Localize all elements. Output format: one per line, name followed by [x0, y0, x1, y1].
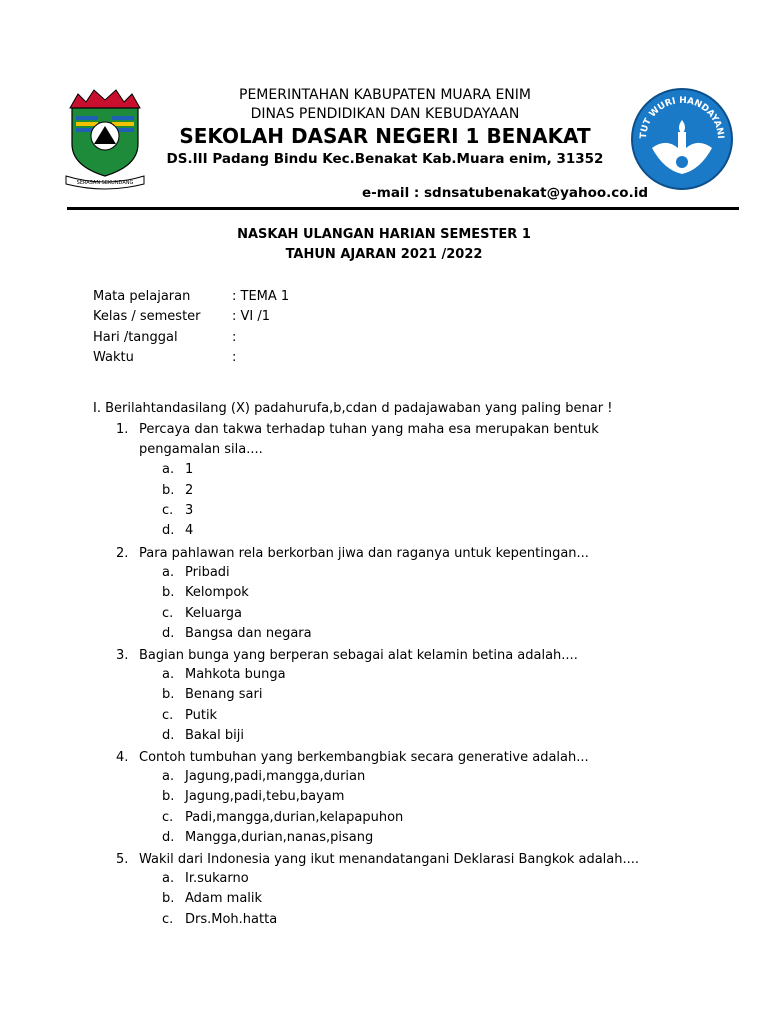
option-item	[162, 483, 193, 498]
info-label: Hari /tanggal	[93, 330, 178, 345]
option-item	[162, 810, 403, 825]
question-number: 5.	[116, 852, 129, 867]
option-letter: d.	[162, 523, 175, 538]
option-item	[162, 728, 244, 743]
option-letter: c.	[162, 810, 174, 825]
option-text: Padi,mangga,durian,kelapapuhon	[185, 810, 404, 825]
government-name: PEMERINTAHAN KABUPATEN MUARA ENIM	[239, 87, 531, 103]
exam-title: NASKAH ULANGAN HARIAN SEMESTER 1	[237, 227, 531, 242]
question-item	[116, 850, 676, 870]
question-text: Para pahlawan rela berkorban jiwa dan raganya untuk kepentingan...	[139, 546, 589, 561]
option-item	[162, 708, 217, 723]
option-text: 2	[185, 483, 194, 498]
academic-year: TAHUN AJARAN 2021 /2022	[285, 247, 483, 262]
option-item	[162, 606, 242, 621]
crest-ribbon-text: SERASAN SEKUNDANG	[76, 180, 134, 186]
info-value: :	[232, 350, 237, 365]
option-letter: a.	[162, 565, 175, 580]
option-text: Benang sari	[185, 687, 263, 702]
option-text: 4	[185, 523, 194, 538]
option-item	[162, 789, 344, 804]
option-letter: c.	[162, 503, 174, 518]
tut-wuri-handayani-logo	[628, 86, 736, 192]
option-text: Mahkota bunga	[185, 667, 286, 682]
option-item	[162, 462, 193, 477]
option-letter: a.	[162, 769, 175, 784]
option-letter: b.	[162, 687, 175, 702]
option-text: 3	[185, 503, 194, 518]
option-item	[162, 891, 262, 906]
option-letter: a.	[162, 871, 175, 886]
question-number: 3.	[116, 648, 129, 663]
school-address: DS.III Padang Bindu Kec.Benakat Kab.Muara enim, 31352	[166, 151, 604, 167]
option-letter: d.	[162, 728, 175, 743]
option-item	[162, 687, 262, 702]
option-item	[162, 523, 193, 538]
option-text: Jagung,padi,mangga,durian	[185, 769, 366, 784]
option-letter: c.	[162, 708, 174, 723]
option-item	[162, 626, 312, 641]
school-name: SEKOLAH DASAR NEGERI 1 BENAKAT	[179, 124, 591, 148]
option-letter: b.	[162, 789, 175, 804]
option-text: Putik	[185, 708, 218, 723]
info-value: :	[232, 330, 237, 345]
logo-motto-text: TUT WURI HANDAYANI	[638, 95, 726, 140]
info-label: Mata pelajaran	[93, 289, 191, 304]
option-text: Keluarga	[185, 606, 243, 621]
muara-enim-crest-logo	[64, 86, 146, 192]
option-item	[162, 503, 193, 518]
option-letter: a.	[162, 462, 175, 477]
option-text: Adam malik	[185, 891, 263, 906]
option-item	[162, 912, 277, 927]
school-email: e-mail : sdnsatubenakat@yahoo.co.id	[362, 185, 648, 201]
question-text: Percaya dan takwa terhadap tuhan yang maha esa merupakan bentuk pengamalan sila....	[139, 422, 599, 458]
option-letter: d.	[162, 626, 175, 641]
option-text: Pribadi	[185, 565, 230, 580]
option-item	[162, 830, 373, 845]
option-text: Mangga,durian,nanas,pisang	[185, 830, 374, 845]
department-name: DINAS PENDIDIKAN DAN KEBUDAYAAN	[250, 106, 520, 122]
option-letter: b.	[162, 483, 175, 498]
question-text: Wakil dari Indonesia yang ikut menandatangani Deklarasi Bangkok adalah....	[139, 852, 640, 867]
option-text: Bangsa dan negara	[185, 626, 312, 641]
option-item	[162, 871, 249, 886]
question-item	[116, 544, 676, 564]
option-text: Kelompok	[185, 585, 249, 600]
option-text: Drs.Moh.hatta	[185, 912, 278, 927]
question-text: Bagian bunga yang berperan sebagai alat kelamin betina adalah....	[139, 648, 578, 663]
option-letter: c.	[162, 912, 174, 927]
info-label: Waktu	[93, 350, 134, 365]
info-value: : VI /1	[232, 309, 271, 324]
option-text: Bakal biji	[185, 728, 244, 743]
option-text: Jagung,padi,tebu,bayam	[185, 789, 345, 804]
option-item	[162, 565, 230, 580]
instruction-text: I. Berilahtandasilang (X) padahurufa,b,cdan d padajawaban yang paling benar !	[93, 401, 613, 416]
option-letter: b.	[162, 585, 175, 600]
option-text: Ir.sukarno	[185, 871, 249, 886]
info-value: : TEMA 1	[232, 289, 290, 304]
question-item	[116, 646, 676, 666]
question-number: 4.	[116, 750, 129, 765]
question-text: Contoh tumbuhan yang berkembangbiak secara generative adalah...	[139, 750, 589, 765]
question-number: 1.	[116, 422, 129, 437]
option-letter: b.	[162, 891, 175, 906]
question-item	[116, 748, 676, 768]
info-row-class	[93, 309, 270, 324]
option-letter: c.	[162, 606, 174, 621]
info-row-subject	[93, 289, 289, 304]
info-row-date	[93, 330, 236, 345]
header-divider	[67, 207, 739, 210]
question-item	[116, 420, 676, 461]
option-letter: a.	[162, 667, 175, 682]
option-item	[162, 667, 286, 682]
info-label: Kelas / semester	[93, 309, 201, 324]
option-letter: d.	[162, 830, 175, 845]
option-text: 1	[185, 462, 194, 477]
option-item	[162, 585, 249, 600]
question-number: 2.	[116, 546, 129, 561]
option-item	[162, 769, 365, 784]
info-row-time	[93, 350, 236, 365]
